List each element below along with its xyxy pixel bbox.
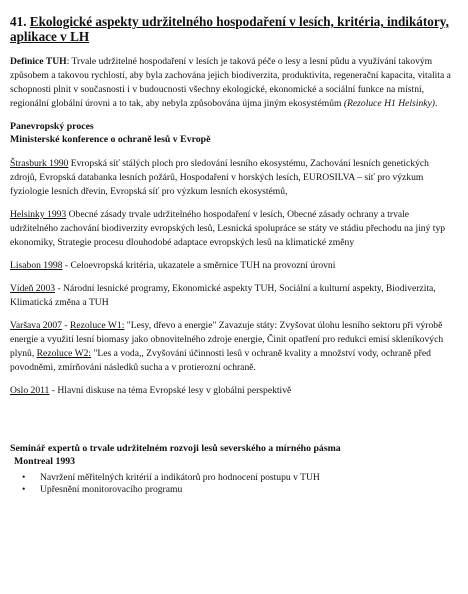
separator: - [61, 320, 70, 331]
title-number: 41. [10, 14, 27, 29]
resolution-w2-text: "Les a voda,, Zvyšování účinnosti lesů v ochraně kvality a množství vody, ochraně před povodněmi, zmírňování následků sucha a v protierozní ochraně. [10, 348, 431, 373]
resolution-w1-text: "Lesy, dřevo a energie" Zavazuje státy: Zvyšovat úlohu lesního sektoru při výrobě energie a využití lesní biomasy jako obnovitelného zdroje energie, Činit opatření pro redukci emisí skleníkových plynů, [10, 320, 444, 359]
list-item-text: Navržení měřitelných kritérií a indikátorů pro hodnocení postupu v TUH [40, 472, 320, 483]
section-heading-panevropsky [10, 121, 458, 146]
title-text: Ekologické aspekty udržitelného hospodaření v lesích, kritéria, indikátory, aplikace v LH [10, 14, 449, 44]
seminar-list [10, 472, 458, 496]
conference-text: - Hlavní diskuse na téma Evropské lesy v globální perspektivě [49, 385, 292, 396]
section-heading-seminar [10, 443, 458, 468]
definition-paragraph [10, 55, 458, 111]
conference-oslo [10, 384, 458, 398]
seminar-subtitle: Montreal 1993 [14, 455, 76, 467]
page-title [10, 14, 458, 44]
definition-label: Definice TUH [10, 56, 67, 67]
conference-place: Helsinky 1993 [10, 209, 67, 220]
conference-lisabon [10, 259, 458, 273]
conference-text: Obecné zásady trvale udržitelného hospodaření v lesích, Obecné zásady ochrany a trvale udržitelného zachování biodiverzity evropských lesů, Lesnická spolupráce se státy ve stádiu přechodu na jiný typ ekonomiky, Strategie procesu dlouhodobé adaptace evropských lesů na klimatické změny [10, 209, 446, 248]
section-subtitle: Ministerské konference o ochraně lesů v Evropě [10, 133, 211, 145]
bullet-icon: • [22, 472, 26, 483]
resolution-w1-label: Rezoluce W1: [69, 320, 125, 331]
conference-viden [10, 282, 458, 310]
conference-text: - Celoevropská kritéria, ukazatele a směrnice TUH na provozní úrovni [62, 260, 336, 271]
spacer [10, 407, 458, 443]
definition-source: (Rezoluce H1 Helsinky) [343, 98, 435, 109]
conference-varsava [10, 319, 458, 375]
conference-place: Lisabon 1998 [10, 260, 63, 271]
conference-place: Vídeň 2003 [10, 283, 56, 294]
section-title: Panevropský proces [10, 121, 94, 132]
definition-end: . [434, 98, 438, 109]
list-item-text: Upřesnění monitorovacího programu [40, 484, 183, 495]
conference-text: Evropská síť stálých ploch pro sledování lesního ekosystému, Zachování lesních genetických zdrojů, Evropská databanka lesních požárů, Hospodaření v horských lesích, EUROSILVA – síť pro výzkum fyziologie lesních dřevin, Evropská síť pro výzkum lesních ekosystémů, [10, 158, 429, 197]
seminar-title: Seminář expertů o trvale udržitelném rozvoji lesů severského a mírného pásma [10, 443, 341, 454]
definition-text: : Trvale udržitelné hospodaření v lesích je taková péče o lesy a lesní půdu a využívání takovým způsobem a takovou rychlostí, aby byla zachována jejich biodiverzita, produktivita, regenerační kapacita, vitalita a schopnosti plnit v současnosti i v budoucnosti všechny ekologické, ekonomické a sociální funkce na místní, regionální globální úrovni a to tak, aby nebyla způsobována újma jiným ekosystémům [10, 56, 451, 109]
conference-place: Štrasburk 1990 [10, 158, 69, 169]
list-item [22, 484, 458, 496]
conference-place: Oslo 2011 [10, 385, 50, 396]
conference-text: - Národní lesnické programy, Ekonomické aspekty TUH, Sociální a kulturní aspekty, Biodiverzita, Klimatická změna a TUH [10, 283, 436, 308]
list-item [22, 472, 458, 484]
conference-place: Varšava 2007 [10, 320, 62, 331]
conference-helsinky [10, 208, 458, 250]
resolution-w2-label: Rezoluce W2: [36, 348, 92, 359]
conference-strasburk [10, 157, 458, 199]
bullet-icon: • [22, 484, 26, 495]
